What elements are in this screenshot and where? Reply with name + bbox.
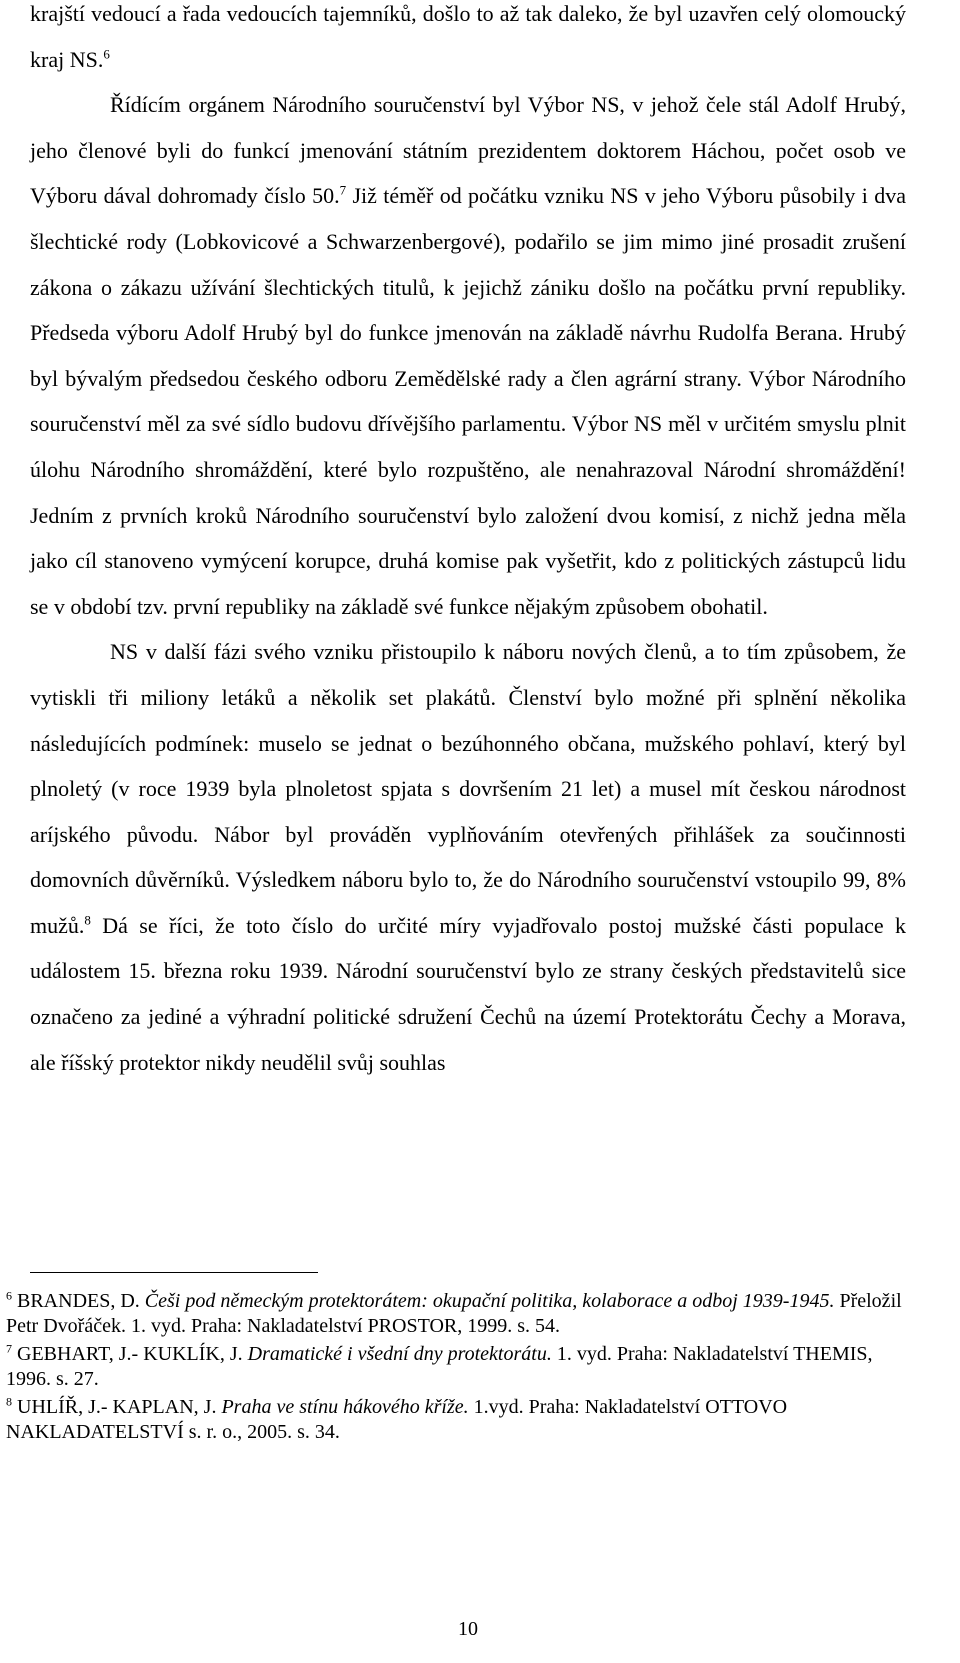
- footnotes: [6, 1289, 906, 1448]
- text-run: 1.vyd. Praha: Nakladatelství OTTOVO NAKLADATELSTVÍ s. r. o., 2005. s. 34.: [6, 1396, 788, 1443]
- italic-title: Dramatické i všední dny protektorátu.: [247, 1343, 552, 1365]
- page-number: 10: [458, 1618, 478, 1640]
- italic-title: Češi pod německým protektorátem: okupační politika, kolaborace a odboj 1939-1945.: [144, 1290, 835, 1312]
- text-run: Přeložil Petr Dvořáček. 1. vyd. Praha: Nakladatelství PROSTOR, 1999. s. 54.: [6, 1290, 902, 1337]
- footnote-marker: 8: [6, 1394, 12, 1409]
- paragraph: [30, 82, 906, 629]
- text-run: krajští vedoucí a řada vedoucích tajemníků, došlo to až tak daleko, že byl uzavřen celý olomoucký kraj NS.: [30, 1, 906, 72]
- body-text: [30, 0, 906, 1085]
- footnote-marker: 6: [6, 1288, 12, 1303]
- text-run: BRANDES, D.: [12, 1290, 145, 1312]
- text-run: Již téměř od počátku vzniku NS v jeho Výboru působily i dva šlechtické rody (Lobkovicové a Schwarzenbergové), podařilo se jim mimo jiné prosadit zrušení zákona o zákazu užívání šlechtických titulů, k jejichž zániku došlo na počátku první republiky. Předseda výboru Adolf Hrubý byl do funkce jmenován na základě návrhu Rudolfa Berana. Hrubý byl bývalým předsedou českého odboru Zemědělské rady a člen agrární strany. Výbor Národního souručenství měl za své sídlo budovu dřívějšího parlamentu. Výbor NS měl v určitém smyslu plnit úlohu Národního shromáždění, které bylo rozpuštěno, ale nenahrazoval Národní shromáždění! Jedním z prvních kroků Národního souručenství bylo založení dvou komisí, z nichž jedna měla jako cíl stanoveno vymýcení korupce, druhá komise pak vyšetřit, kdo z politických zástupců lidu se v období tzv. první republiky na základě své funkce nějakým způsobem obohatil.: [30, 183, 906, 619]
- text-run: Dá se říci, že toto číslo do určité míry vyjadřovalo postoj mužské části populace k událostem 15. března roku 1939. Národní souručenství bylo ze strany českých představitelů sice označeno za jediné a výhradní politické sdružení Čechů na území Protektorátu Čechy a Morava, ale říšský protektor nikdy neudělil svůj souhlas: [30, 912, 906, 1075]
- footnote: [6, 1395, 906, 1445]
- footnote: [6, 1342, 906, 1392]
- text-run: Řídícím orgánem Národního souručenství byl Výbor NS, v jehož čele stál Adolf Hrubý, jeho členové byli do funkcí jmenování státním prezidentem doktorem Háchou, počet osob ve Výboru dával dohromady číslo 50.: [30, 92, 906, 209]
- footnote-marker: 7: [339, 183, 347, 199]
- footnote-separator: [30, 1272, 318, 1273]
- text-run: UHLÍŘ, J.- KAPLAN, J.: [12, 1396, 222, 1418]
- page: [30, 0, 906, 1085]
- footnote-marker: 8: [84, 912, 91, 928]
- footnote-marker: 7: [6, 1341, 12, 1356]
- paragraph: [30, 629, 906, 1085]
- text-run: 1. vyd. Praha: Nakladatelství THEMIS, 1996. s. 27.: [6, 1343, 873, 1390]
- footnote: [6, 1289, 906, 1339]
- footnote-marker: 6: [103, 46, 110, 62]
- italic-title: Praha ve stínu hákového kříže.: [221, 1396, 469, 1418]
- paragraph: [30, 0, 906, 82]
- text-run: NS v další fázi svého vzniku přistoupilo k náboru nových členů, a to tím způsobem, že vytiskli tři miliony letáků a několik set plakátů. Členství bylo možné při splnění několika následujících podmínek: muselo se jednat o bezúhonného občana, mužského pohlaví, který byl plnoletý (v roce 1939 byla plnoletost spjata s dovršením 21 let) a musel mít českou národnost aríjského původu. Nábor byl prováděn vyplňováním otevřených přihlášek za součinnosti domovních důvěrníků. Výsledkem náboru bylo to, že do Národního souručenství vstoupilo 99, 8% mužů.: [30, 639, 906, 938]
- text-run: GEBHART, J.- KUKLÍK, J.: [12, 1343, 248, 1365]
